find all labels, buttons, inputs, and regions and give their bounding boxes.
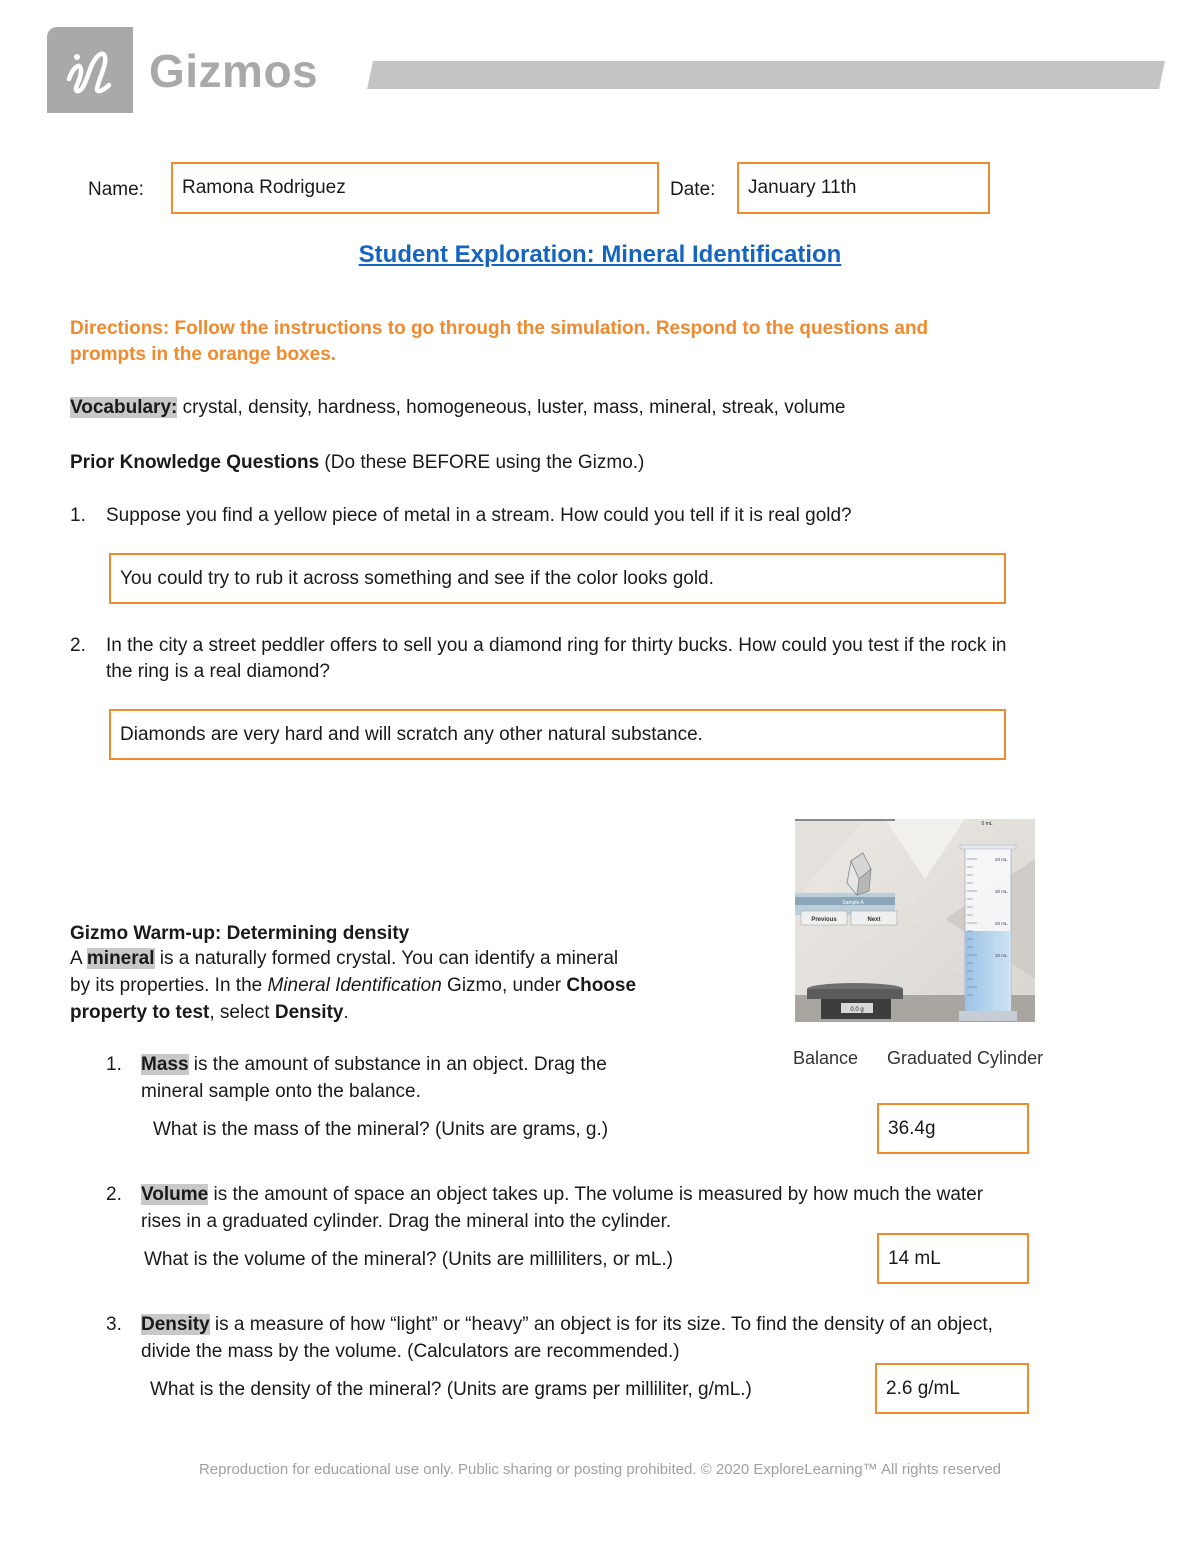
step-text: is the amount of space an object takes up. The volume is measured by how much the water [208,1184,984,1205]
prior-note: (Do these BEFORE using the Gizmo.) [319,452,645,473]
density-answer: 2.6 g/mL [886,1377,960,1399]
warmup-text: Gizmo, under [441,975,567,996]
balance-reading: 0.0 g [850,1007,864,1013]
cylinder-40-label: 40 mL [995,857,1008,862]
name-label: Name: [88,179,144,200]
choose-text: Choose [566,975,637,996]
step-3-number: 3. [106,1314,122,1335]
date-label: Date: [670,179,716,200]
footer-copyright: Reproduction for educational use only. Public sharing or posting prohibited. © 2020 ExploreLearning™ All rights reserved [198,1461,1002,1478]
step-3-line-1 [141,1311,993,1338]
q1-answer: You could try to rub it across something and see if the color looks gold. [120,567,714,589]
caption-cylinder: Graduated Cylinder [887,1048,1044,1068]
step-1-line-1 [141,1051,607,1078]
sample-label: Sample A [842,900,864,906]
warmup-line-3 [70,999,349,1026]
prior-heading-text: Prior Knowledge Questions [70,452,320,473]
warmup-text: . [343,1002,349,1023]
caption-balance: Balance [793,1048,859,1068]
term-density: Density [141,1314,210,1335]
mass-answer: 36.4g [888,1117,936,1139]
step-1-line-2: mineral sample onto the balance. [141,1081,421,1102]
name-field[interactable] [171,162,659,214]
step-1-question: What is the mass of the mineral? (Units are grams, g.) [153,1119,609,1140]
header-bar [367,61,1165,89]
warmup-heading: Gizmo Warm-up: Determining density [70,923,410,944]
directions-line-1: Directions: Follow the instructions to go through the simulation. Respond to the questions and [70,318,929,339]
prior-knowledge-heading [70,449,644,476]
next-button-label: Next [867,917,881,923]
balance[interactable] [807,983,903,1019]
cylinder-top-label: 0 mL [981,821,993,827]
cylinder-20-label: 20 mL [995,921,1008,926]
prev-button-label: Previous [811,917,837,923]
property-to-test-text: property to test [70,1002,210,1023]
q2-answer-box[interactable] [109,709,1006,760]
cylinder-10-label: 10 mL [995,953,1008,958]
name-value: Ramona Rodriguez [182,177,346,198]
date-field[interactable] [737,162,990,214]
step-2-line-1 [141,1181,983,1208]
directions-line-2: prompts in the orange boxes. [70,344,337,365]
next-button[interactable] [851,911,897,925]
volume-answer-box[interactable] [877,1233,1029,1284]
step-2-number: 2. [106,1184,122,1205]
gizmo-name: Mineral Identification [267,975,442,996]
vocabulary-label: Vocabulary: [70,397,178,418]
warmup-line-1 [70,945,618,972]
prev-button[interactable] [801,911,847,925]
vocabulary [70,394,845,421]
term-mineral: mineral [86,948,155,969]
q2-number: 2. [70,635,86,656]
warmup-text: , select [209,1002,275,1023]
date-value: January 11th [748,177,857,198]
step-text: is the amount of substance in an object. Drag the [188,1054,607,1075]
step-2-line-2: rises in a graduated cylinder. Drag the mineral into the cylinder. [141,1211,672,1232]
vocabulary-terms: crystal, density, hardness, homogeneous, luster, mass, mineral, streak, volume [177,397,846,418]
q2-text-line-1: In the city a street peddler offers to sell you a diamond ring for thirty bucks. How could you test if the rock in [106,635,1007,656]
page-title: Student Exploration: Mineral Identification [358,241,842,268]
cylinder-30-label: 30 mL [995,889,1008,894]
q1-number: 1. [70,505,86,526]
warmup-text: is a naturally formed crystal. You can identify a mineral [154,948,619,969]
volume-answer: 14 mL [888,1247,941,1269]
term-mass: Mass [141,1054,189,1075]
step-3-question: What is the density of the mineral? (Units are grams per milliliter, g/mL.) [150,1379,752,1400]
q1-text: Suppose you find a yellow piece of metal in a stream. How could you tell if it is real gold? [106,505,852,526]
warmup-text: by its properties. In the [70,975,268,996]
q2-answer: Diamonds are very hard and will scratch any other natural substance. [120,723,703,745]
step-3-line-2: divide the mass by the volume. (Calculators are recommended.) [141,1341,680,1362]
step-2-question: What is the volume of the mineral? (Units are milliliters, or mL.) [144,1249,673,1270]
step-text: is a measure of how “light” or “heavy” an object is for its size. To find the density of an object, [209,1314,993,1335]
gizmo-simulation-screenshot [795,819,1035,1022]
term-volume: Volume [141,1184,209,1205]
brand-wordmark: Gizmos [149,45,319,97]
q2-text-line-2: the ring is a real diamond? [106,661,330,682]
density-text: Density [274,1002,344,1023]
warmup-line-2 [70,972,636,999]
mass-answer-box[interactable] [877,1103,1029,1154]
density-answer-box[interactable] [875,1363,1029,1414]
step-1-number: 1. [106,1054,122,1075]
graduated-cylinder[interactable] [959,821,1017,1021]
explorelearning-logo-icon [47,27,133,113]
warmup-text: A [70,948,87,969]
q1-answer-box[interactable] [109,553,1006,604]
